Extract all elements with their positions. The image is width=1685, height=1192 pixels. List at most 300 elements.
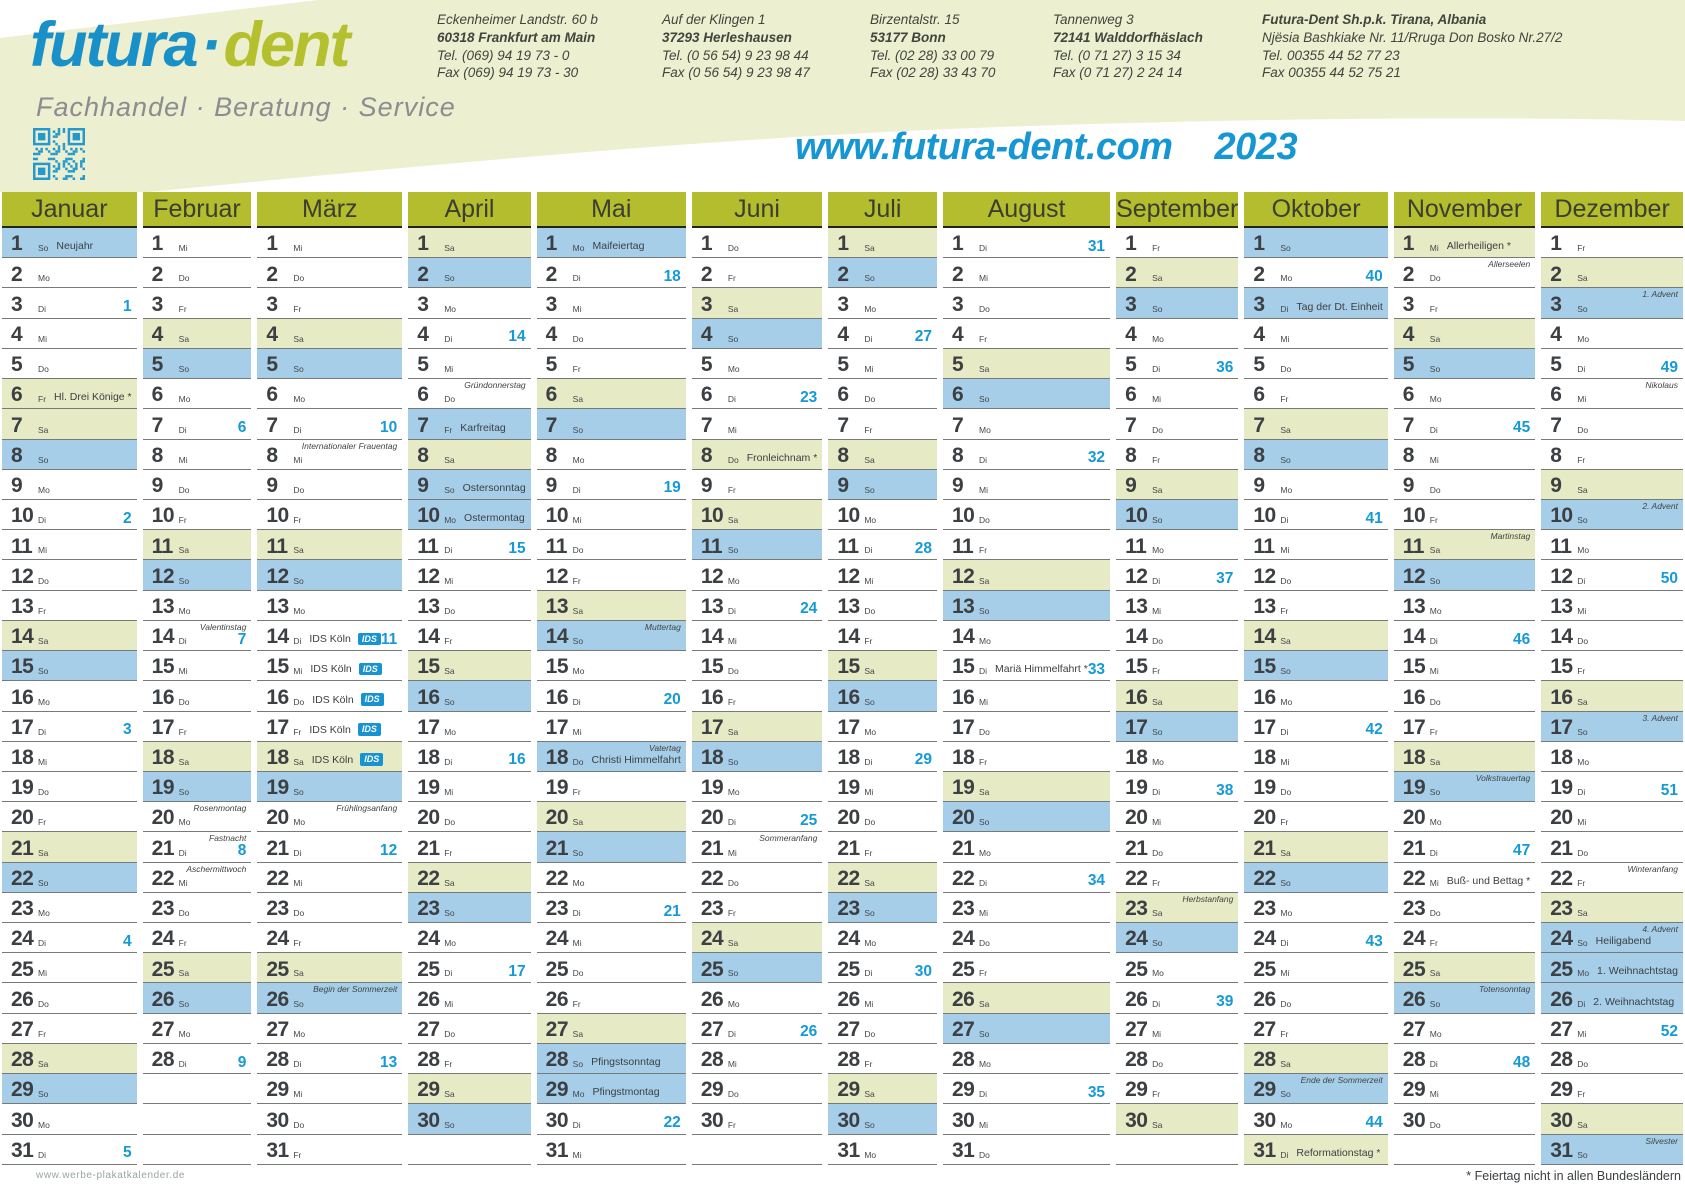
day-cell-dezember-30 bbox=[1541, 1104, 1683, 1134]
address-line: Fax (069) 94 19 73 - 30 bbox=[437, 65, 579, 81]
month-header: Juli bbox=[828, 192, 937, 228]
day-number: 28 bbox=[151, 1048, 175, 1072]
weekday-label: Fr bbox=[38, 1028, 47, 1039]
day-cell-oktober-11 bbox=[1244, 530, 1387, 560]
weekday-label: Mi bbox=[727, 636, 737, 647]
day-cell-februar-24 bbox=[143, 923, 252, 953]
day-cell-dezember-31 bbox=[1541, 1135, 1683, 1165]
week-number: 6 bbox=[237, 419, 247, 437]
weekday-label: Mo bbox=[572, 666, 585, 677]
day-number: 8 bbox=[1125, 443, 1137, 467]
day-number: 2 bbox=[837, 262, 849, 286]
holiday-label: Pfingstsonntag bbox=[591, 1056, 661, 1069]
week-number: 15 bbox=[508, 539, 526, 557]
day-number: 28 bbox=[1402, 1048, 1426, 1072]
day-cell-oktober-22 bbox=[1244, 863, 1387, 893]
day-number: 18 bbox=[952, 746, 975, 770]
day-number: 14 bbox=[266, 625, 289, 649]
day-number: 13 bbox=[700, 594, 724, 618]
contact-addresses bbox=[0, 11, 1685, 111]
weekday-label: Di bbox=[727, 605, 736, 616]
day-cell-dezember-25 bbox=[1541, 953, 1683, 983]
weekday-label: Mi bbox=[293, 454, 303, 465]
day-cell-august-11 bbox=[943, 530, 1110, 560]
weekday-label: So bbox=[178, 787, 190, 798]
day-cell-november-23 bbox=[1394, 893, 1535, 923]
weekday-label: Sa bbox=[1577, 273, 1588, 284]
month-header: Juni bbox=[692, 192, 823, 228]
day-cell-august-31 bbox=[943, 1135, 1110, 1165]
day-cell-juni-6 bbox=[692, 379, 823, 409]
weekday-label: Di bbox=[572, 696, 581, 707]
weekday-label: Sa bbox=[444, 454, 455, 465]
day-cell-april-15 bbox=[408, 651, 530, 681]
weekday-label: Mo bbox=[1152, 968, 1164, 979]
day-number: 5 bbox=[837, 353, 849, 377]
day-cell-november-14 bbox=[1394, 621, 1535, 651]
day-number: 15 bbox=[1253, 655, 1276, 679]
day-cell-november-15 bbox=[1394, 651, 1535, 681]
day-cell-august-3 bbox=[943, 288, 1110, 318]
day-number: 28 bbox=[1550, 1048, 1573, 1072]
weekday-label: Do bbox=[1280, 787, 1292, 798]
weekday-label: Mo bbox=[1280, 273, 1293, 284]
weekday-label: Mo bbox=[979, 636, 991, 647]
day-number: 26 bbox=[1253, 987, 1276, 1011]
day-number: 13 bbox=[151, 594, 175, 618]
day-cell-märz-1 bbox=[257, 228, 402, 258]
weekday-label: Mi bbox=[444, 787, 454, 798]
week-number: 12 bbox=[379, 842, 398, 860]
empty-cell bbox=[1394, 1135, 1535, 1165]
day-number: 12 bbox=[1402, 564, 1426, 588]
day-cell-juli-18 bbox=[828, 742, 937, 772]
weekday-label: Fr bbox=[727, 1119, 736, 1130]
day-cell-august-5 bbox=[943, 349, 1110, 379]
weekday-label: Sa bbox=[1280, 636, 1291, 647]
weekday-label: Mo bbox=[178, 1028, 191, 1039]
day-cell-november-1 bbox=[1394, 228, 1535, 258]
day-number: 19 bbox=[1125, 776, 1148, 800]
calendar-grid bbox=[0, 192, 1685, 1167]
day-number: 27 bbox=[266, 1018, 289, 1042]
day-cell-dezember-20 bbox=[1541, 802, 1683, 832]
day-number: 3 bbox=[11, 292, 23, 316]
week-number: 38 bbox=[1216, 781, 1234, 799]
day-number: 1 bbox=[837, 232, 849, 256]
day-cell-april-18 bbox=[408, 742, 530, 772]
day-cell-märz-7 bbox=[257, 409, 402, 439]
month-column-juli bbox=[828, 192, 937, 1167]
weekday-label: Di bbox=[572, 484, 581, 495]
day-cell-oktober-15 bbox=[1244, 651, 1387, 681]
day-cell-mai-2 bbox=[537, 258, 686, 288]
weekday-label: So bbox=[178, 998, 190, 1009]
day-number: 28 bbox=[1125, 1048, 1148, 1072]
day-cell-august-27 bbox=[943, 1014, 1110, 1044]
weekday-label: Do bbox=[1429, 908, 1441, 919]
day-number: 18 bbox=[545, 746, 569, 770]
day-number: 28 bbox=[266, 1048, 289, 1072]
weekday-label: Di bbox=[979, 454, 988, 465]
holiday-note: Internationaler Frauentag bbox=[301, 440, 398, 451]
day-number: 4 bbox=[1402, 322, 1414, 346]
day-cell-februar-20 bbox=[143, 802, 252, 832]
day-number: 13 bbox=[837, 594, 860, 618]
day-cell-dezember-14 bbox=[1541, 621, 1683, 651]
day-cell-märz-9 bbox=[257, 470, 402, 500]
weekday-label: Fr bbox=[38, 394, 47, 405]
day-number: 11 bbox=[545, 534, 567, 558]
weekday-label: Mi bbox=[864, 575, 874, 586]
weekday-label: Do bbox=[1429, 484, 1441, 495]
day-cell-april-13 bbox=[408, 591, 530, 621]
holiday-label: Buß- und Bettag * bbox=[1446, 874, 1531, 887]
day-number: 22 bbox=[151, 866, 175, 890]
holiday-label: Maifeiertag bbox=[592, 240, 645, 253]
day-cell-april-7 bbox=[408, 409, 530, 439]
day-cell-oktober-19 bbox=[1244, 772, 1387, 802]
holiday-note: 4. Advent bbox=[1642, 924, 1678, 935]
day-cell-september-2 bbox=[1116, 258, 1238, 288]
day-cell-april-9 bbox=[408, 470, 530, 500]
day-number: 23 bbox=[1125, 897, 1148, 921]
day-number: 23 bbox=[1253, 897, 1276, 921]
weekday-label: So bbox=[979, 605, 990, 616]
day-number: 4 bbox=[417, 322, 429, 346]
weekday-label: Mo bbox=[572, 454, 585, 465]
day-cell-september-22 bbox=[1116, 863, 1238, 893]
day-cell-oktober-9 bbox=[1244, 470, 1387, 500]
weekday-label: Di bbox=[572, 273, 581, 284]
weekday-label: Di bbox=[1280, 938, 1289, 949]
day-number: 25 bbox=[700, 957, 724, 981]
weekday-label: Mi bbox=[293, 243, 303, 254]
day-number: 22 bbox=[1550, 866, 1573, 890]
day-number: 2 bbox=[700, 262, 712, 286]
day-number: 17 bbox=[1402, 715, 1426, 739]
day-number: 24 bbox=[11, 927, 34, 951]
day-number: 29 bbox=[952, 1078, 975, 1102]
day-number: 17 bbox=[1253, 715, 1276, 739]
weekday-label: Di bbox=[1429, 847, 1438, 858]
month-header: Mai bbox=[537, 192, 686, 228]
day-number: 14 bbox=[1550, 625, 1573, 649]
weekday-label: Mo bbox=[38, 696, 50, 707]
day-cell-august-26 bbox=[943, 983, 1110, 1013]
day-cell-dezember-12 bbox=[1541, 560, 1683, 590]
day-number: 19 bbox=[700, 776, 724, 800]
weekday-label: Fr bbox=[979, 333, 988, 344]
address-line: Fax 00355 44 52 75 21 bbox=[1262, 65, 1401, 81]
weekday-label: Mi bbox=[178, 666, 188, 677]
day-number: 29 bbox=[837, 1078, 860, 1102]
day-number: 19 bbox=[952, 776, 975, 800]
holiday-label: IDS Köln bbox=[312, 693, 354, 706]
day-number: 11 bbox=[1550, 534, 1572, 558]
day-number: 23 bbox=[837, 897, 860, 921]
day-number: 31 bbox=[545, 1138, 569, 1162]
weekday-label: Do bbox=[38, 364, 49, 375]
day-number: 26 bbox=[545, 987, 569, 1011]
day-cell-märz-18 bbox=[257, 742, 402, 772]
weekday-label: Do bbox=[444, 817, 456, 828]
weekday-label: Fr bbox=[1577, 243, 1586, 254]
week-number: 9 bbox=[237, 1053, 247, 1071]
day-number: 6 bbox=[545, 383, 557, 407]
day-number: 1 bbox=[266, 232, 278, 256]
day-cell-august-10 bbox=[943, 500, 1110, 530]
weekday-label: Mi bbox=[864, 787, 874, 798]
day-number: 16 bbox=[837, 685, 860, 709]
weekday-label: Mi bbox=[864, 364, 874, 375]
weekday-label: Do bbox=[864, 605, 876, 616]
day-number: 8 bbox=[837, 443, 849, 467]
weekday-label: Fr bbox=[444, 424, 453, 435]
weekday-label: So bbox=[979, 394, 990, 405]
day-cell-mai-4 bbox=[537, 319, 686, 349]
weekday-label: Sa bbox=[727, 303, 739, 314]
day-cell-mai-12 bbox=[537, 560, 686, 590]
day-cell-januar-4 bbox=[2, 319, 137, 349]
day-number: 15 bbox=[837, 655, 860, 679]
weekday-label: Fr bbox=[1280, 817, 1289, 828]
weekday-label: Do bbox=[1152, 847, 1163, 858]
day-number: 5 bbox=[952, 353, 964, 377]
week-number: 40 bbox=[1365, 267, 1383, 285]
day-cell-märz-23 bbox=[257, 893, 402, 923]
day-number: 20 bbox=[545, 806, 569, 830]
weekday-label: Di bbox=[293, 847, 302, 858]
day-number: 16 bbox=[151, 685, 175, 709]
day-number: 25 bbox=[1125, 957, 1148, 981]
day-number: 13 bbox=[545, 594, 569, 618]
day-cell-oktober-12 bbox=[1244, 560, 1387, 590]
weekday-label: Do bbox=[1577, 847, 1589, 858]
day-cell-mai-18 bbox=[537, 742, 686, 772]
weekday-label: Di bbox=[727, 1028, 736, 1039]
holiday-label: Heiligabend bbox=[1595, 935, 1652, 948]
day-number: 3 bbox=[417, 292, 429, 316]
day-cell-märz-25 bbox=[257, 953, 402, 983]
day-number: 8 bbox=[1253, 443, 1265, 467]
weekday-label: Do bbox=[979, 726, 990, 737]
week-number: 7 bbox=[237, 630, 247, 648]
weekday-label: Mi bbox=[1429, 243, 1439, 254]
day-number: 4 bbox=[1550, 322, 1562, 346]
weekday-label: Fr bbox=[293, 1149, 302, 1160]
printer-url: www.werbe-plakatkalender.de bbox=[36, 1170, 186, 1181]
address-line: Fax (0 71 27) 2 24 14 bbox=[1053, 65, 1183, 81]
weekday-label: So bbox=[1280, 1089, 1291, 1100]
weekday-label: Do bbox=[293, 273, 305, 284]
day-number: 20 bbox=[151, 806, 175, 830]
weekday-label: Mi bbox=[178, 454, 188, 465]
weekday-label: Sa bbox=[1152, 696, 1163, 707]
day-cell-februar-7 bbox=[143, 409, 252, 439]
weekday-label: Mo bbox=[979, 847, 991, 858]
weekday-label: Fr bbox=[1577, 454, 1586, 465]
holiday-label: 2. Weihnachtstag bbox=[1593, 995, 1675, 1008]
day-cell-dezember-3 bbox=[1541, 288, 1683, 318]
day-cell-august-7 bbox=[943, 409, 1110, 439]
week-number: 34 bbox=[1087, 872, 1106, 890]
month-column-mai bbox=[537, 192, 686, 1167]
day-number: 20 bbox=[266, 806, 289, 830]
weekday-label: Do bbox=[444, 394, 456, 405]
weekday-label: So bbox=[444, 696, 455, 707]
address-line: 60318 Frankfurt am Main bbox=[437, 29, 596, 45]
day-cell-juli-28 bbox=[828, 1044, 937, 1074]
day-number: 14 bbox=[1125, 625, 1148, 649]
day-number: 17 bbox=[151, 715, 175, 739]
week-number: 3 bbox=[123, 721, 132, 739]
weekday-label: So bbox=[38, 877, 49, 888]
weekday-label: Do bbox=[293, 1119, 305, 1130]
day-cell-april-4 bbox=[408, 319, 530, 349]
week-number: 22 bbox=[663, 1114, 681, 1132]
weekday-label: So bbox=[572, 1059, 584, 1070]
day-cell-juni-9 bbox=[692, 470, 823, 500]
weekday-label: So bbox=[1429, 998, 1441, 1009]
day-cell-april-6 bbox=[408, 379, 530, 409]
day-number: 18 bbox=[837, 746, 860, 770]
day-cell-september-9 bbox=[1116, 470, 1238, 500]
day-number: 3 bbox=[1402, 292, 1414, 316]
weekday-label: So bbox=[293, 364, 304, 375]
week-number: 26 bbox=[800, 1023, 818, 1041]
day-number: 3 bbox=[1125, 292, 1137, 316]
day-cell-februar-26 bbox=[143, 983, 252, 1013]
weekday-label: Mi bbox=[979, 484, 988, 495]
day-cell-januar-8 bbox=[2, 440, 137, 470]
day-number: 18 bbox=[266, 746, 289, 770]
weekday-label: Sa bbox=[864, 877, 875, 888]
holiday-note: Allerseelen bbox=[1488, 259, 1531, 270]
day-cell-juni-12 bbox=[692, 560, 823, 590]
day-number: 30 bbox=[837, 1108, 860, 1132]
month-header: April bbox=[408, 192, 530, 228]
day-number: 21 bbox=[1550, 836, 1573, 860]
day-cell-februar-19 bbox=[143, 772, 252, 802]
weekday-label: Mo bbox=[178, 605, 191, 616]
day-cell-april-2 bbox=[408, 258, 530, 288]
weekday-label: Mo bbox=[444, 726, 457, 737]
weekday-label: So bbox=[1280, 877, 1291, 888]
day-cell-september-6 bbox=[1116, 379, 1238, 409]
day-cell-oktober-27 bbox=[1244, 1014, 1387, 1044]
day-number: 29 bbox=[700, 1078, 724, 1102]
weekday-label: So bbox=[1577, 726, 1588, 737]
day-cell-april-16 bbox=[408, 681, 530, 711]
day-number: 6 bbox=[1125, 383, 1137, 407]
day-cell-november-25 bbox=[1394, 953, 1535, 983]
week-number: 20 bbox=[663, 691, 681, 708]
holiday-note: Winteranfang bbox=[1627, 863, 1678, 874]
holiday-label: Neujahr bbox=[56, 240, 94, 253]
day-cell-dezember-27 bbox=[1541, 1014, 1683, 1044]
day-number: 31 bbox=[11, 1138, 34, 1162]
address-line: Tel. (0 56 54) 9 23 98 44 bbox=[662, 47, 809, 63]
weekday-label: Di bbox=[178, 1059, 187, 1070]
day-number: 16 bbox=[545, 685, 569, 709]
day-number: 7 bbox=[11, 413, 23, 437]
weekday-label: Do bbox=[727, 243, 739, 254]
weekday-label: So bbox=[1577, 1149, 1588, 1160]
day-cell-dezember-8 bbox=[1541, 440, 1683, 470]
month-column-oktober bbox=[1244, 192, 1387, 1167]
weekday-label: So bbox=[1280, 454, 1291, 465]
day-number: 12 bbox=[1550, 564, 1573, 588]
day-cell-mai-29 bbox=[537, 1074, 686, 1104]
weekday-label: Mo bbox=[178, 817, 191, 828]
weekday-label: Mi bbox=[572, 726, 582, 737]
day-number: 11 bbox=[151, 534, 173, 558]
week-number: 42 bbox=[1365, 721, 1383, 739]
weekday-label: Mi bbox=[727, 424, 737, 435]
day-number: 19 bbox=[1550, 776, 1573, 800]
weekday-label: Mi bbox=[1152, 1028, 1162, 1039]
weekday-label: Sa bbox=[1280, 1059, 1291, 1070]
day-number: 12 bbox=[1253, 564, 1276, 588]
day-number: 21 bbox=[1402, 836, 1426, 860]
holiday-note: Gründonnerstag bbox=[464, 380, 526, 391]
day-cell-mai-8 bbox=[537, 440, 686, 470]
day-number: 1 bbox=[1402, 232, 1414, 256]
address-line: Auf der Klingen 1 bbox=[662, 12, 766, 27]
day-cell-juni-23 bbox=[692, 893, 823, 923]
holiday-note: Fastnacht bbox=[209, 833, 247, 844]
day-number: 25 bbox=[837, 957, 860, 981]
weekday-label: Mo bbox=[979, 424, 991, 435]
day-cell-dezember-2 bbox=[1541, 258, 1683, 288]
day-number: 22 bbox=[952, 866, 975, 890]
day-cell-mai-26 bbox=[537, 983, 686, 1013]
day-number: 31 bbox=[952, 1138, 975, 1162]
day-number: 22 bbox=[1402, 866, 1426, 890]
holiday-label: 1. Weihnachtstag bbox=[1597, 965, 1678, 978]
week-number: 48 bbox=[1512, 1053, 1531, 1071]
day-cell-juli-21 bbox=[828, 832, 937, 862]
day-cell-oktober-1 bbox=[1244, 228, 1387, 258]
day-number: 24 bbox=[700, 927, 724, 951]
day-cell-september-1 bbox=[1116, 228, 1238, 258]
day-cell-mai-27 bbox=[537, 1014, 686, 1044]
day-number: 20 bbox=[1125, 806, 1148, 830]
weekday-label: Di bbox=[1152, 998, 1161, 1009]
day-number: 15 bbox=[266, 655, 289, 679]
day-cell-mai-23 bbox=[537, 893, 686, 923]
day-cell-oktober-16 bbox=[1244, 681, 1387, 711]
day-number: 18 bbox=[1253, 746, 1276, 770]
day-number: 28 bbox=[417, 1048, 440, 1072]
day-cell-mai-11 bbox=[537, 530, 686, 560]
weekday-label: Do bbox=[979, 1149, 990, 1160]
holiday-label: Reformationstag * bbox=[1296, 1146, 1381, 1159]
day-cell-februar-25 bbox=[143, 953, 252, 983]
weekday-label: Mi bbox=[572, 1149, 582, 1160]
day-cell-februar-11 bbox=[143, 530, 252, 560]
day-number: 3 bbox=[151, 292, 163, 316]
day-cell-januar-7 bbox=[2, 409, 137, 439]
day-number: 28 bbox=[11, 1048, 34, 1072]
day-number: 24 bbox=[151, 927, 175, 951]
weekday-label: So bbox=[727, 333, 739, 344]
day-number: 23 bbox=[1402, 897, 1426, 921]
day-number: 24 bbox=[952, 927, 975, 951]
day-number: 24 bbox=[1253, 927, 1276, 951]
day-cell-januar-14 bbox=[2, 621, 137, 651]
